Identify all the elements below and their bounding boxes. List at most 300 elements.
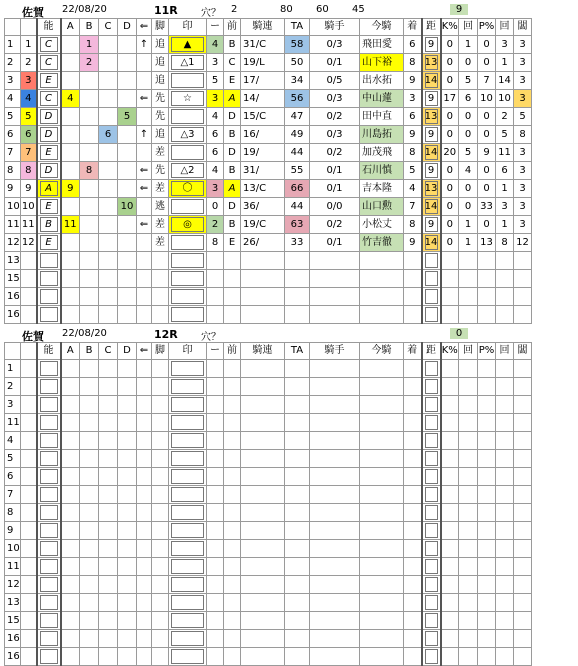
chaku-cell[interactable] [404, 360, 422, 378]
kai1-cell[interactable]: 1 [459, 234, 478, 252]
kai2-cell[interactable] [496, 576, 514, 594]
a-cell[interactable]: 11 [61, 216, 80, 234]
kyaku-cell[interactable] [152, 558, 169, 576]
c-cell[interactable] [99, 414, 118, 432]
kiren-cell[interactable] [241, 648, 285, 666]
konki-cell[interactable] [360, 306, 404, 324]
a-cell[interactable] [61, 414, 80, 432]
d-cell[interactable] [118, 414, 137, 432]
kyaku-cell[interactable] [152, 306, 169, 324]
yami-cell[interactable] [514, 252, 532, 270]
ta-cell[interactable] [285, 576, 310, 594]
nou-cell[interactable] [37, 522, 61, 540]
mae-cell[interactable]: E [224, 72, 241, 90]
b-cell[interactable]: 1 [80, 36, 99, 54]
shirushi-cell[interactable] [169, 144, 207, 162]
kp-cell[interactable]: 17 [441, 90, 459, 108]
kyaku-cell[interactable] [152, 378, 169, 396]
pp-cell[interactable]: 0 [478, 216, 496, 234]
kishu-cell[interactable] [310, 630, 360, 648]
c-cell[interactable] [99, 90, 118, 108]
kyori-cell[interactable] [422, 360, 441, 378]
kp-cell[interactable] [441, 432, 459, 450]
kai2-cell[interactable]: 1 [496, 216, 514, 234]
ta-cell[interactable] [285, 378, 310, 396]
kai2-cell[interactable]: 1 [496, 54, 514, 72]
konki-cell[interactable] [360, 270, 404, 288]
mae-cell[interactable] [224, 612, 241, 630]
kp-cell[interactable] [441, 486, 459, 504]
shirushi-cell[interactable]: △1 [169, 54, 207, 72]
konki-cell[interactable]: 山下裕 [360, 54, 404, 72]
hyphen-cell[interactable]: 4 [207, 36, 224, 54]
kyori-cell[interactable] [422, 540, 441, 558]
kai1-cell[interactable] [459, 378, 478, 396]
kiren-cell[interactable] [241, 576, 285, 594]
kyaku-cell[interactable] [152, 396, 169, 414]
hyphen-cell[interactable] [207, 540, 224, 558]
arrow-cell[interactable] [137, 288, 152, 306]
c-cell[interactable] [99, 432, 118, 450]
a-cell[interactable]: 4 [61, 90, 80, 108]
b-cell[interactable] [80, 432, 99, 450]
yami-cell[interactable]: 3 [514, 198, 532, 216]
kyori-cell[interactable] [422, 450, 441, 468]
kyaku-cell[interactable]: 差 [152, 144, 169, 162]
d-cell[interactable] [118, 162, 137, 180]
konki-cell[interactable] [360, 612, 404, 630]
d-cell[interactable] [118, 72, 137, 90]
pp-cell[interactable] [478, 252, 496, 270]
konki-cell[interactable] [360, 558, 404, 576]
mae-cell[interactable]: B [224, 216, 241, 234]
mae-cell[interactable]: B [224, 126, 241, 144]
yami-cell[interactable]: 3 [514, 216, 532, 234]
nou-cell[interactable]: B [37, 216, 61, 234]
kiren-cell[interactable] [241, 468, 285, 486]
mae-cell[interactable] [224, 504, 241, 522]
kp-cell[interactable] [441, 612, 459, 630]
konki-cell[interactable] [360, 522, 404, 540]
nou-cell[interactable] [37, 576, 61, 594]
b-cell[interactable] [80, 486, 99, 504]
d-cell[interactable] [118, 90, 137, 108]
yami-cell[interactable] [514, 288, 532, 306]
kai1-cell[interactable] [459, 288, 478, 306]
yami-cell[interactable] [514, 378, 532, 396]
nou-cell[interactable] [37, 378, 61, 396]
a-cell[interactable]: 9 [61, 180, 80, 198]
kiren-cell[interactable] [241, 288, 285, 306]
a-cell[interactable] [61, 630, 80, 648]
nou-cell[interactable]: D [37, 126, 61, 144]
nou-cell[interactable] [37, 450, 61, 468]
kiren-cell[interactable]: 19/C [241, 216, 285, 234]
kiren-cell[interactable] [241, 504, 285, 522]
chaku-cell[interactable]: 6 [404, 108, 422, 126]
yami-cell[interactable] [514, 612, 532, 630]
kiren-cell[interactable]: 31/C [241, 36, 285, 54]
kai1-cell[interactable] [459, 486, 478, 504]
kiren-cell[interactable] [241, 486, 285, 504]
c-cell[interactable] [99, 540, 118, 558]
b-cell[interactable] [80, 630, 99, 648]
ta-cell[interactable] [285, 612, 310, 630]
nou-cell[interactable] [37, 432, 61, 450]
d-cell[interactable] [118, 126, 137, 144]
konki-cell[interactable]: 小松丈 [360, 216, 404, 234]
b-cell[interactable]: 8 [80, 162, 99, 180]
kiren-cell[interactable] [241, 558, 285, 576]
nou-cell[interactable] [37, 414, 61, 432]
pp-cell[interactable]: 9 [478, 144, 496, 162]
arrow-cell[interactable]: ⇐ [137, 180, 152, 198]
b-cell[interactable] [80, 540, 99, 558]
kp-cell[interactable]: 0 [441, 54, 459, 72]
kishu-cell[interactable]: 0/2 [310, 144, 360, 162]
d-cell[interactable] [118, 432, 137, 450]
kai2-cell[interactable] [496, 522, 514, 540]
kyori-cell[interactable] [422, 558, 441, 576]
b-cell[interactable] [80, 360, 99, 378]
nou-cell[interactable]: E [37, 234, 61, 252]
ta-cell[interactable] [285, 414, 310, 432]
yami-cell[interactable] [514, 468, 532, 486]
chaku-cell[interactable] [404, 522, 422, 540]
kishu-cell[interactable] [310, 432, 360, 450]
shirushi-cell[interactable] [169, 504, 207, 522]
kyori-cell[interactable] [422, 630, 441, 648]
c-cell[interactable] [99, 630, 118, 648]
arrow-cell[interactable] [137, 558, 152, 576]
a-cell[interactable] [61, 450, 80, 468]
kp-cell[interactable]: 0 [441, 126, 459, 144]
b-cell[interactable] [80, 594, 99, 612]
d-cell[interactable] [118, 360, 137, 378]
kai1-cell[interactable] [459, 450, 478, 468]
konki-cell[interactable] [360, 414, 404, 432]
b-cell[interactable] [80, 468, 99, 486]
shirushi-cell[interactable] [169, 432, 207, 450]
konki-cell[interactable]: 川島拓 [360, 126, 404, 144]
kai2-cell[interactable]: 14 [496, 72, 514, 90]
ta-cell[interactable] [285, 558, 310, 576]
kai1-cell[interactable]: 6 [459, 90, 478, 108]
kyori-cell[interactable] [422, 396, 441, 414]
d-cell[interactable] [118, 252, 137, 270]
chaku-cell[interactable] [404, 648, 422, 666]
kyori-cell[interactable] [422, 468, 441, 486]
konki-cell[interactable] [360, 486, 404, 504]
c-cell[interactable] [99, 270, 118, 288]
kyaku-cell[interactable] [152, 504, 169, 522]
shirushi-cell[interactable] [169, 486, 207, 504]
kp-cell[interactable] [441, 504, 459, 522]
ta-cell[interactable] [285, 468, 310, 486]
ta-cell[interactable]: 49 [285, 126, 310, 144]
kiren-cell[interactable] [241, 270, 285, 288]
arrow-cell[interactable] [137, 378, 152, 396]
chaku-cell[interactable]: 8 [404, 216, 422, 234]
shirushi-cell[interactable]: △3 [169, 126, 207, 144]
mae-cell[interactable] [224, 432, 241, 450]
kai2-cell[interactable]: 5 [496, 126, 514, 144]
kyori-cell[interactable] [422, 288, 441, 306]
pp-cell[interactable] [478, 270, 496, 288]
a-cell[interactable] [61, 504, 80, 522]
arrow-cell[interactable] [137, 306, 152, 324]
c-cell[interactable] [99, 234, 118, 252]
a-cell[interactable] [61, 378, 80, 396]
yami-cell[interactable]: 3 [514, 36, 532, 54]
kai1-cell[interactable]: 5 [459, 144, 478, 162]
kishu-cell[interactable] [310, 612, 360, 630]
chaku-cell[interactable] [404, 576, 422, 594]
arrow-cell[interactable] [137, 234, 152, 252]
d-cell[interactable] [118, 504, 137, 522]
arrow-cell[interactable] [137, 594, 152, 612]
mae-cell[interactable]: E [224, 234, 241, 252]
kai2-cell[interactable]: 3 [496, 36, 514, 54]
nou-cell[interactable] [37, 270, 61, 288]
kai2-cell[interactable] [496, 288, 514, 306]
hyphen-cell[interactable] [207, 522, 224, 540]
kai1-cell[interactable] [459, 576, 478, 594]
d-cell[interactable]: 10 [118, 198, 137, 216]
konki-cell[interactable] [360, 252, 404, 270]
kiren-cell[interactable] [241, 594, 285, 612]
kai1-cell[interactable]: 0 [459, 180, 478, 198]
d-cell[interactable] [118, 288, 137, 306]
kyaku-cell[interactable]: 差 [152, 180, 169, 198]
konki-cell[interactable]: 山口勲 [360, 198, 404, 216]
kiren-cell[interactable] [241, 432, 285, 450]
kyori-cell[interactable] [422, 522, 441, 540]
pp-cell[interactable] [478, 648, 496, 666]
shirushi-cell[interactable] [169, 630, 207, 648]
kyaku-cell[interactable] [152, 594, 169, 612]
kiren-cell[interactable]: 15/C [241, 108, 285, 126]
mae-cell[interactable] [224, 486, 241, 504]
kishu-cell[interactable] [310, 540, 360, 558]
a-cell[interactable] [61, 396, 80, 414]
pp-cell[interactable] [478, 378, 496, 396]
kyori-cell[interactable] [422, 504, 441, 522]
d-cell[interactable] [118, 306, 137, 324]
c-cell[interactable] [99, 576, 118, 594]
hyphen-cell[interactable]: 6 [207, 126, 224, 144]
kai2-cell[interactable] [496, 432, 514, 450]
a-cell[interactable] [61, 36, 80, 54]
chaku-cell[interactable] [404, 504, 422, 522]
kyori-cell[interactable]: 13 [422, 180, 441, 198]
ta-cell[interactable] [285, 450, 310, 468]
d-cell[interactable] [118, 378, 137, 396]
arrow-cell[interactable] [137, 396, 152, 414]
kiren-cell[interactable] [241, 252, 285, 270]
konki-cell[interactable] [360, 432, 404, 450]
shirushi-cell[interactable] [169, 612, 207, 630]
chaku-cell[interactable]: 8 [404, 144, 422, 162]
chaku-cell[interactable]: 6 [404, 36, 422, 54]
kp-cell[interactable] [441, 558, 459, 576]
konki-cell[interactable] [360, 450, 404, 468]
kyaku-cell[interactable]: 逃 [152, 198, 169, 216]
ta-cell[interactable] [285, 396, 310, 414]
kai1-cell[interactable] [459, 522, 478, 540]
kp-cell[interactable]: 20 [441, 144, 459, 162]
hyphen-cell[interactable] [207, 468, 224, 486]
a-cell[interactable] [61, 126, 80, 144]
d-cell[interactable] [118, 630, 137, 648]
kyori-cell[interactable]: 9 [422, 126, 441, 144]
kp-cell[interactable]: 0 [441, 108, 459, 126]
yami-cell[interactable]: 3 [514, 180, 532, 198]
shirushi-cell[interactable] [169, 72, 207, 90]
yami-cell[interactable] [514, 450, 532, 468]
pp-cell[interactable] [478, 288, 496, 306]
hyphen-cell[interactable] [207, 594, 224, 612]
chaku-cell[interactable]: 3 [404, 90, 422, 108]
yami-cell[interactable] [514, 396, 532, 414]
nou-cell[interactable]: D [37, 108, 61, 126]
kai2-cell[interactable] [496, 360, 514, 378]
hyphen-cell[interactable]: 3 [207, 180, 224, 198]
nou-cell[interactable]: E [37, 72, 61, 90]
pp-cell[interactable]: 10 [478, 90, 496, 108]
mae-cell[interactable]: A [224, 90, 241, 108]
kishu-cell[interactable] [310, 252, 360, 270]
kai1-cell[interactable] [459, 414, 478, 432]
hyphen-cell[interactable]: 6 [207, 144, 224, 162]
ta-cell[interactable]: 50 [285, 54, 310, 72]
a-cell[interactable] [61, 198, 80, 216]
c-cell[interactable] [99, 108, 118, 126]
kai2-cell[interactable] [496, 558, 514, 576]
chaku-cell[interactable] [404, 468, 422, 486]
kyaku-cell[interactable] [152, 648, 169, 666]
c-cell[interactable] [99, 468, 118, 486]
kishu-cell[interactable] [310, 270, 360, 288]
kai2-cell[interactable]: 3 [496, 198, 514, 216]
shirushi-cell[interactable] [169, 270, 207, 288]
kishu-cell[interactable] [310, 360, 360, 378]
kyaku-cell[interactable]: 先 [152, 108, 169, 126]
kishu-cell[interactable]: 0/3 [310, 90, 360, 108]
hyphen-cell[interactable] [207, 270, 224, 288]
pp-cell[interactable]: 0 [478, 108, 496, 126]
a-cell[interactable] [61, 612, 80, 630]
kyaku-cell[interactable]: 先 [152, 90, 169, 108]
b-cell[interactable]: 2 [80, 54, 99, 72]
a-cell[interactable] [61, 306, 80, 324]
kiren-cell[interactable] [241, 522, 285, 540]
kai1-cell[interactable] [459, 306, 478, 324]
a-cell[interactable] [61, 432, 80, 450]
a-cell[interactable] [61, 108, 80, 126]
kai2-cell[interactable] [496, 468, 514, 486]
d-cell[interactable] [118, 216, 137, 234]
ta-cell[interactable]: 58 [285, 36, 310, 54]
kai1-cell[interactable] [459, 612, 478, 630]
b-cell[interactable] [80, 234, 99, 252]
konki-cell[interactable]: 加茂飛 [360, 144, 404, 162]
kyaku-cell[interactable] [152, 414, 169, 432]
d-cell[interactable] [118, 36, 137, 54]
d-cell[interactable] [118, 450, 137, 468]
c-cell[interactable] [99, 288, 118, 306]
pp-cell[interactable] [478, 522, 496, 540]
ta-cell[interactable]: 66 [285, 180, 310, 198]
chaku-cell[interactable] [404, 432, 422, 450]
kai2-cell[interactable] [496, 648, 514, 666]
pp-cell[interactable]: 0 [478, 180, 496, 198]
kishu-cell[interactable] [310, 504, 360, 522]
mae-cell[interactable] [224, 270, 241, 288]
hyphen-cell[interactable] [207, 360, 224, 378]
ta-cell[interactable] [285, 630, 310, 648]
b-cell[interactable] [80, 396, 99, 414]
kai2-cell[interactable] [496, 414, 514, 432]
mae-cell[interactable] [224, 288, 241, 306]
arrow-cell[interactable] [137, 54, 152, 72]
konki-cell[interactable]: 田中直 [360, 108, 404, 126]
kyaku-cell[interactable]: 追 [152, 72, 169, 90]
kiren-cell[interactable] [241, 450, 285, 468]
c-cell[interactable] [99, 360, 118, 378]
kai2-cell[interactable]: 1 [496, 180, 514, 198]
hyphen-cell[interactable]: 8 [207, 234, 224, 252]
arrow-cell[interactable] [137, 648, 152, 666]
kyaku-cell[interactable]: 追 [152, 36, 169, 54]
kai1-cell[interactable] [459, 504, 478, 522]
hyphen-cell[interactable]: 5 [207, 72, 224, 90]
hyphen-cell[interactable]: 2 [207, 216, 224, 234]
kp-cell[interactable] [441, 252, 459, 270]
c-cell[interactable] [99, 198, 118, 216]
kyori-cell[interactable]: 14 [422, 144, 441, 162]
yami-cell[interactable] [514, 414, 532, 432]
kai2-cell[interactable] [496, 396, 514, 414]
b-cell[interactable] [80, 72, 99, 90]
yami-cell[interactable] [514, 576, 532, 594]
pp-cell[interactable] [478, 486, 496, 504]
kishu-cell[interactable]: 0/1 [310, 54, 360, 72]
kishu-cell[interactable] [310, 396, 360, 414]
kp-cell[interactable] [441, 450, 459, 468]
kishu-cell[interactable]: 0/5 [310, 72, 360, 90]
arrow-cell[interactable] [137, 630, 152, 648]
kp-cell[interactable] [441, 378, 459, 396]
a-cell[interactable] [61, 360, 80, 378]
kyaku-cell[interactable] [152, 576, 169, 594]
d-cell[interactable] [118, 540, 137, 558]
kishu-cell[interactable]: 0/3 [310, 36, 360, 54]
yami-cell[interactable]: 3 [514, 144, 532, 162]
pp-cell[interactable]: 0 [478, 36, 496, 54]
yami-cell[interactable] [514, 504, 532, 522]
a-cell[interactable] [61, 648, 80, 666]
kyaku-cell[interactable] [152, 360, 169, 378]
kp-cell[interactable] [441, 540, 459, 558]
yami-cell[interactable]: 3 [514, 90, 532, 108]
chaku-cell[interactable] [404, 252, 422, 270]
arrow-cell[interactable]: ⇐ [137, 216, 152, 234]
nou-cell[interactable]: E [37, 198, 61, 216]
a-cell[interactable] [61, 270, 80, 288]
kyaku-cell[interactable]: 差 [152, 234, 169, 252]
b-cell[interactable] [80, 450, 99, 468]
